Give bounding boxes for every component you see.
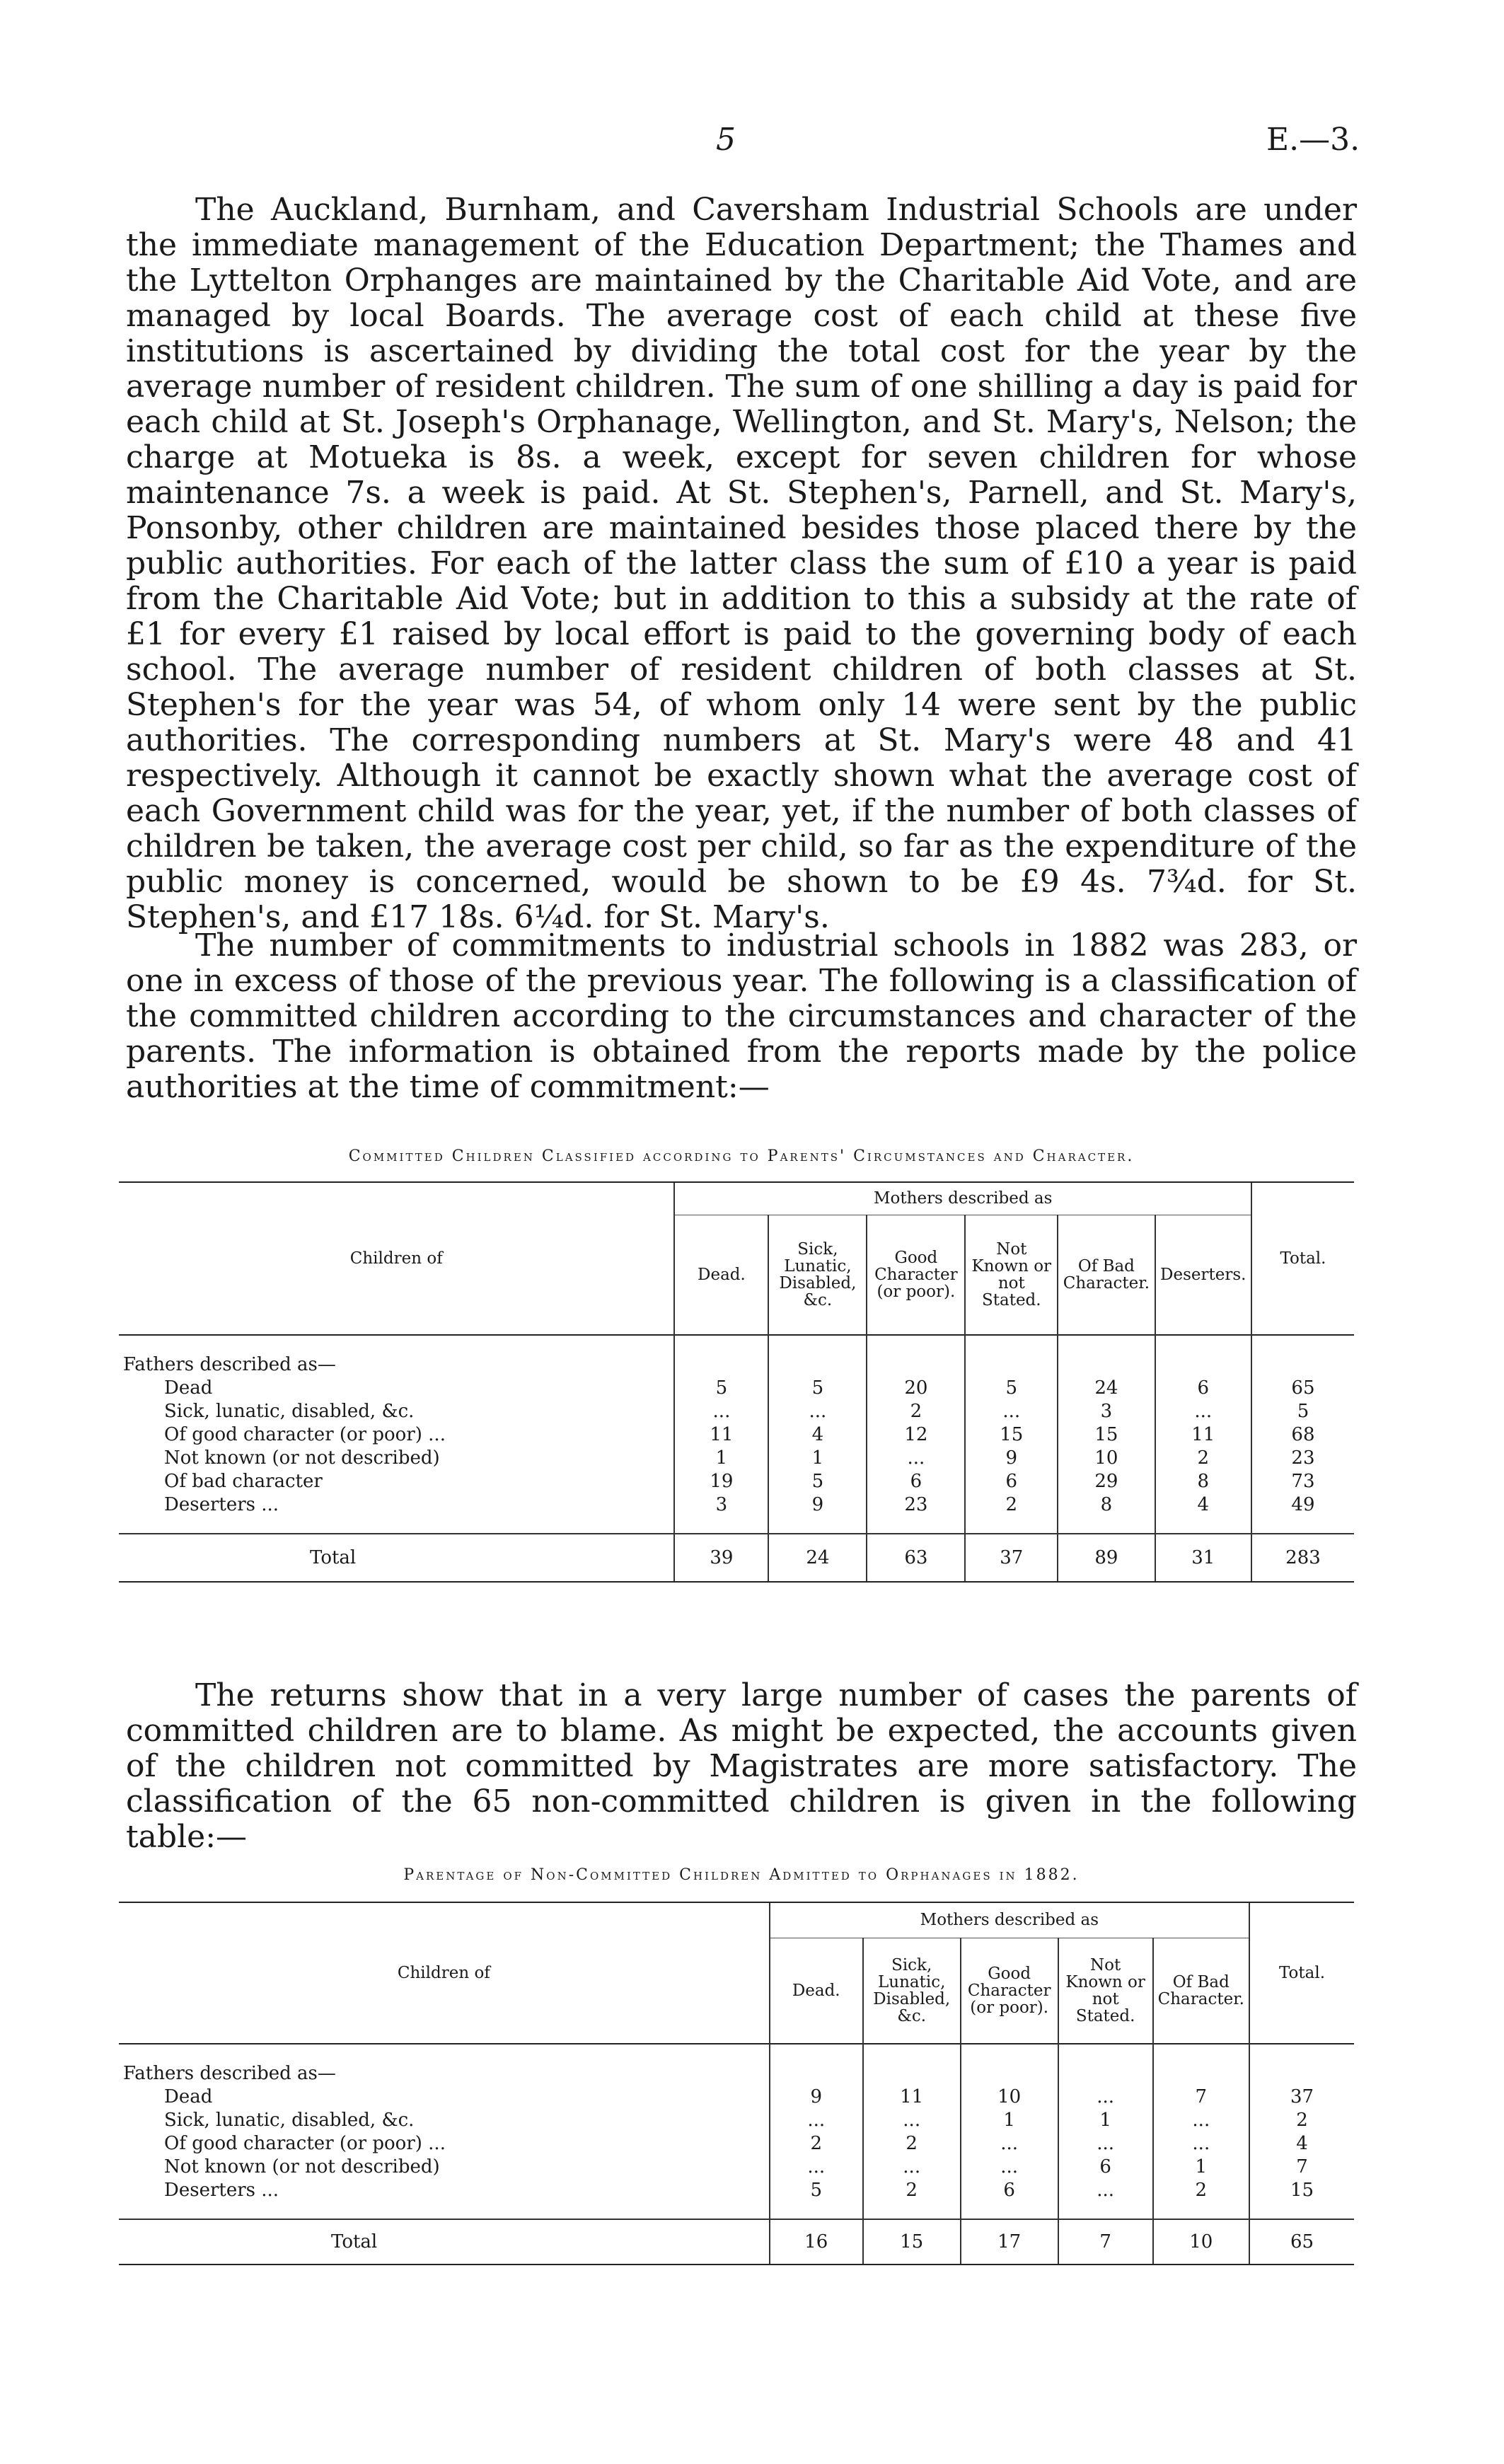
cell: 2	[770, 2132, 863, 2155]
mothers-group-header: Mothers described as	[674, 1182, 1251, 1215]
table-row	[119, 1423, 1354, 1446]
cell: 15	[965, 1423, 1058, 1446]
cell: 2	[1249, 2108, 1354, 2132]
cell: ...	[863, 2155, 961, 2178]
cell: 3	[674, 1493, 768, 1516]
cell: 8	[1155, 1469, 1251, 1493]
cell: 23	[1251, 1446, 1354, 1469]
cell: 6	[1058, 2155, 1153, 2178]
cell: 5	[965, 1376, 1058, 1399]
cell: 5	[1251, 1399, 1354, 1423]
total-cell: 89	[1058, 1534, 1155, 1582]
total-cell: 283	[1251, 1534, 1354, 1582]
cell: 19	[674, 1469, 768, 1493]
row-label: Deserters ...	[164, 2179, 279, 2201]
cell: 11	[674, 1423, 768, 1446]
section-label: Fathers described as—	[123, 2062, 336, 2084]
cell: ...	[1058, 2178, 1153, 2202]
table-row	[119, 2178, 1354, 2202]
non-committed-children-table	[119, 1902, 1354, 2265]
table-row	[119, 1376, 1354, 1399]
cell: 6	[1155, 1376, 1251, 1399]
total-cell: 16	[770, 2219, 863, 2265]
col-header-good: Good Character (or poor).	[867, 1215, 965, 1335]
cell: ...	[965, 1399, 1058, 1423]
row-label: Not known (or not described)	[164, 2156, 440, 2177]
cell: 9	[965, 1446, 1058, 1469]
cell: 65	[1251, 1376, 1354, 1399]
document-code: E.—3.	[1266, 122, 1360, 158]
cell: 73	[1251, 1469, 1354, 1493]
row-header: Children of	[119, 1182, 674, 1335]
total-cell: 10	[1153, 2219, 1249, 2265]
cell: 9	[768, 1493, 867, 1516]
cell: 2	[1153, 2178, 1249, 2202]
table2-caption: Parentage of Non-Committed Children Admitted to Orphanages in 1882.	[403, 1866, 1080, 1884]
paragraph-commitments: The number of commitments to industrial schools in 1882 was 283, or one in excess of those of the previous year. The following is a classification of the committed children according to the circumstances and character of the parents. The information is obtained from the reports made by the police authorities at the time of commitment:—	[126, 927, 1357, 1105]
col-header-bad: Of Bad Character.	[1153, 1938, 1249, 2044]
total-cell: 63	[867, 1534, 965, 1582]
total-row	[119, 1534, 1354, 1582]
total-label: Total	[119, 1534, 674, 1582]
section-label: Fathers described as—	[123, 1353, 336, 1375]
cell: 68	[1251, 1423, 1354, 1446]
cell: 4	[768, 1423, 867, 1446]
total-cell: 65	[1249, 2219, 1354, 2265]
table-row	[119, 1446, 1354, 1469]
col-header-good: Good Character (or poor).	[961, 1938, 1058, 2044]
total-cell: 39	[674, 1534, 768, 1582]
cell: 2	[867, 1399, 965, 1423]
cell: 29	[1058, 1469, 1155, 1493]
cell: 5	[768, 1376, 867, 1399]
cell: ...	[1058, 2132, 1153, 2155]
cell: 24	[1058, 1376, 1155, 1399]
cell: ...	[1058, 2085, 1153, 2108]
col-header-dead: Dead.	[674, 1215, 768, 1335]
row-label: Sick, lunatic, disabled, &c.	[164, 2109, 415, 2131]
row-label: Sick, lunatic, disabled, &c.	[164, 1400, 415, 1422]
row-label: Dead	[164, 1377, 213, 1399]
total-cell: 15	[863, 2219, 961, 2265]
cell: 23	[867, 1493, 965, 1516]
cell: ...	[961, 2155, 1058, 2178]
total-row	[119, 2219, 1354, 2265]
cell: ...	[768, 1399, 867, 1423]
cell: 37	[1249, 2085, 1354, 2108]
table-row	[119, 1399, 1354, 1423]
col-header-bad: Of Bad Character.	[1058, 1215, 1155, 1335]
row-label: Deserters ...	[164, 1493, 279, 1515]
cell: ...	[1155, 1399, 1251, 1423]
col-header-total: Total.	[1251, 1182, 1354, 1335]
cell: 1	[1153, 2155, 1249, 2178]
cell: 12	[867, 1423, 965, 1446]
cell: 6	[867, 1469, 965, 1493]
table-row	[119, 2108, 1354, 2132]
cell: ...	[770, 2108, 863, 2132]
cell: 2	[863, 2132, 961, 2155]
row-label: Of bad character	[164, 1470, 323, 1492]
row-label: Of good character (or poor) ...	[164, 1423, 446, 1445]
col-header-not-known: Not Known or not Stated.	[965, 1215, 1058, 1335]
table1-caption: Committed Children Classified according to Parents' Circumstances and Character.	[348, 1147, 1135, 1165]
cell: 4	[1155, 1493, 1251, 1516]
page-number: 5	[716, 122, 736, 158]
cell: 1	[1058, 2108, 1153, 2132]
mothers-group-header: Mothers described as	[770, 1902, 1249, 1938]
cell: 7	[1153, 2085, 1249, 2108]
cell: 5	[768, 1469, 867, 1493]
table-row	[119, 2085, 1354, 2108]
col-header-dead: Dead.	[770, 1938, 863, 2044]
cell: ...	[867, 1446, 965, 1469]
cell: 11	[863, 2085, 961, 2108]
col-header-sick: Sick, Lunatic, Disabled, &c.	[768, 1215, 867, 1335]
cell: 1	[768, 1446, 867, 1469]
cell: 7	[1249, 2155, 1354, 2178]
cell: 15	[1058, 1423, 1155, 1446]
cell: 5	[770, 2178, 863, 2202]
col-header-deserters: Deserters.	[1155, 1215, 1251, 1335]
row-header: Children of	[119, 1902, 770, 2044]
cell: 11	[1155, 1423, 1251, 1446]
cell: 9	[770, 2085, 863, 2108]
cell: 2	[1155, 1446, 1251, 1469]
cell: 6	[961, 2178, 1058, 2202]
cell: 3	[1058, 1399, 1155, 1423]
cell: 2	[863, 2178, 961, 2202]
cell: 1	[961, 2108, 1058, 2132]
paragraph-returns: The returns show that in a very large number of cases the parents of committed children are to blame. As might be expected, the accounts given of the children not committed by Magistrates are more satisfactory. The classification of the 65 non-committed children is given in the following table:—	[126, 1677, 1357, 1855]
cell: ...	[863, 2108, 961, 2132]
col-header-sick: Sick, Lunatic, Disabled, &c.	[863, 1938, 961, 2044]
total-cell: 7	[1058, 2219, 1153, 2265]
cell: 20	[867, 1376, 965, 1399]
cell: 8	[1058, 1493, 1155, 1516]
cell: 15	[1249, 2178, 1354, 2202]
table-row	[119, 2155, 1354, 2178]
col-header-not-known: Not Known or not Stated.	[1058, 1938, 1153, 2044]
cell: 5	[674, 1376, 768, 1399]
row-label: Of good character (or poor) ...	[164, 2132, 446, 2154]
cell: 10	[961, 2085, 1058, 2108]
committed-children-table	[119, 1181, 1354, 1583]
cell: ...	[674, 1399, 768, 1423]
cell: 6	[965, 1469, 1058, 1493]
total-cell: 24	[768, 1534, 867, 1582]
cell: 2	[965, 1493, 1058, 1516]
total-cell: 31	[1155, 1534, 1251, 1582]
cell: ...	[1153, 2132, 1249, 2155]
total-cell: 17	[961, 2219, 1058, 2265]
cell: ...	[1153, 2108, 1249, 2132]
table-row	[119, 2132, 1354, 2155]
cell: 10	[1058, 1446, 1155, 1469]
cell: ...	[770, 2155, 863, 2178]
total-label: Total	[119, 2219, 770, 2265]
paragraph-schools: The Auckland, Burnham, and Caversham Industrial Schools are under the immediate management of the Education Department; the Thames and the Lyttelton Orphanges are maintained by the Charitable Aid Vote, and are managed by local Boards. The average cost of each child at these five institutions is ascertained by dividing the total cost for the year by the average number of resident children. The sum of one shilling a day is paid for each child at St. Joseph's Orphanage, Wellington, and St. Mary's, Nelson; the charge at Motueka is 8s. a week, except for seven children for whose maintenance 7s. a week is paid. At St. Stephen's, Parnell, and St. Mary's, Ponsonby, other children are maintained besides those placed there by the public authorities. For each of the latter class the sum of £10 a year is paid from the Charitable Aid Vote; but in addition to this a subsidy at the rate of £1 for every £1 raised by local effort is paid to the governing body of each school. The average number of resident children of both classes at St. Stephen's for the year was 54, of whom only 14 were sent by the public authorities. The corresponding numbers at St. Mary's were 48 and 41 respectively. Although it cannot be exactly shown what the average cost of each Government child was for the year, yet, if the number of both classes of children be taken, the average cost per child, so far as the expenditure of the public money is concerned, would be shown to be £9 4s. 7¾d. for St. Stephen's, and £17 18s. 6¼d. for St. Mary's.	[126, 192, 1357, 935]
col-header-total: Total.	[1249, 1902, 1354, 2044]
cell: ...	[961, 2132, 1058, 2155]
cell: 4	[1249, 2132, 1354, 2155]
table-row	[119, 1493, 1354, 1516]
row-label: Dead	[164, 2086, 213, 2107]
row-label: Not known (or not described)	[164, 1447, 440, 1469]
total-cell: 37	[965, 1534, 1058, 1582]
cell: 1	[674, 1446, 768, 1469]
cell: 49	[1251, 1493, 1354, 1516]
table-row	[119, 1469, 1354, 1493]
